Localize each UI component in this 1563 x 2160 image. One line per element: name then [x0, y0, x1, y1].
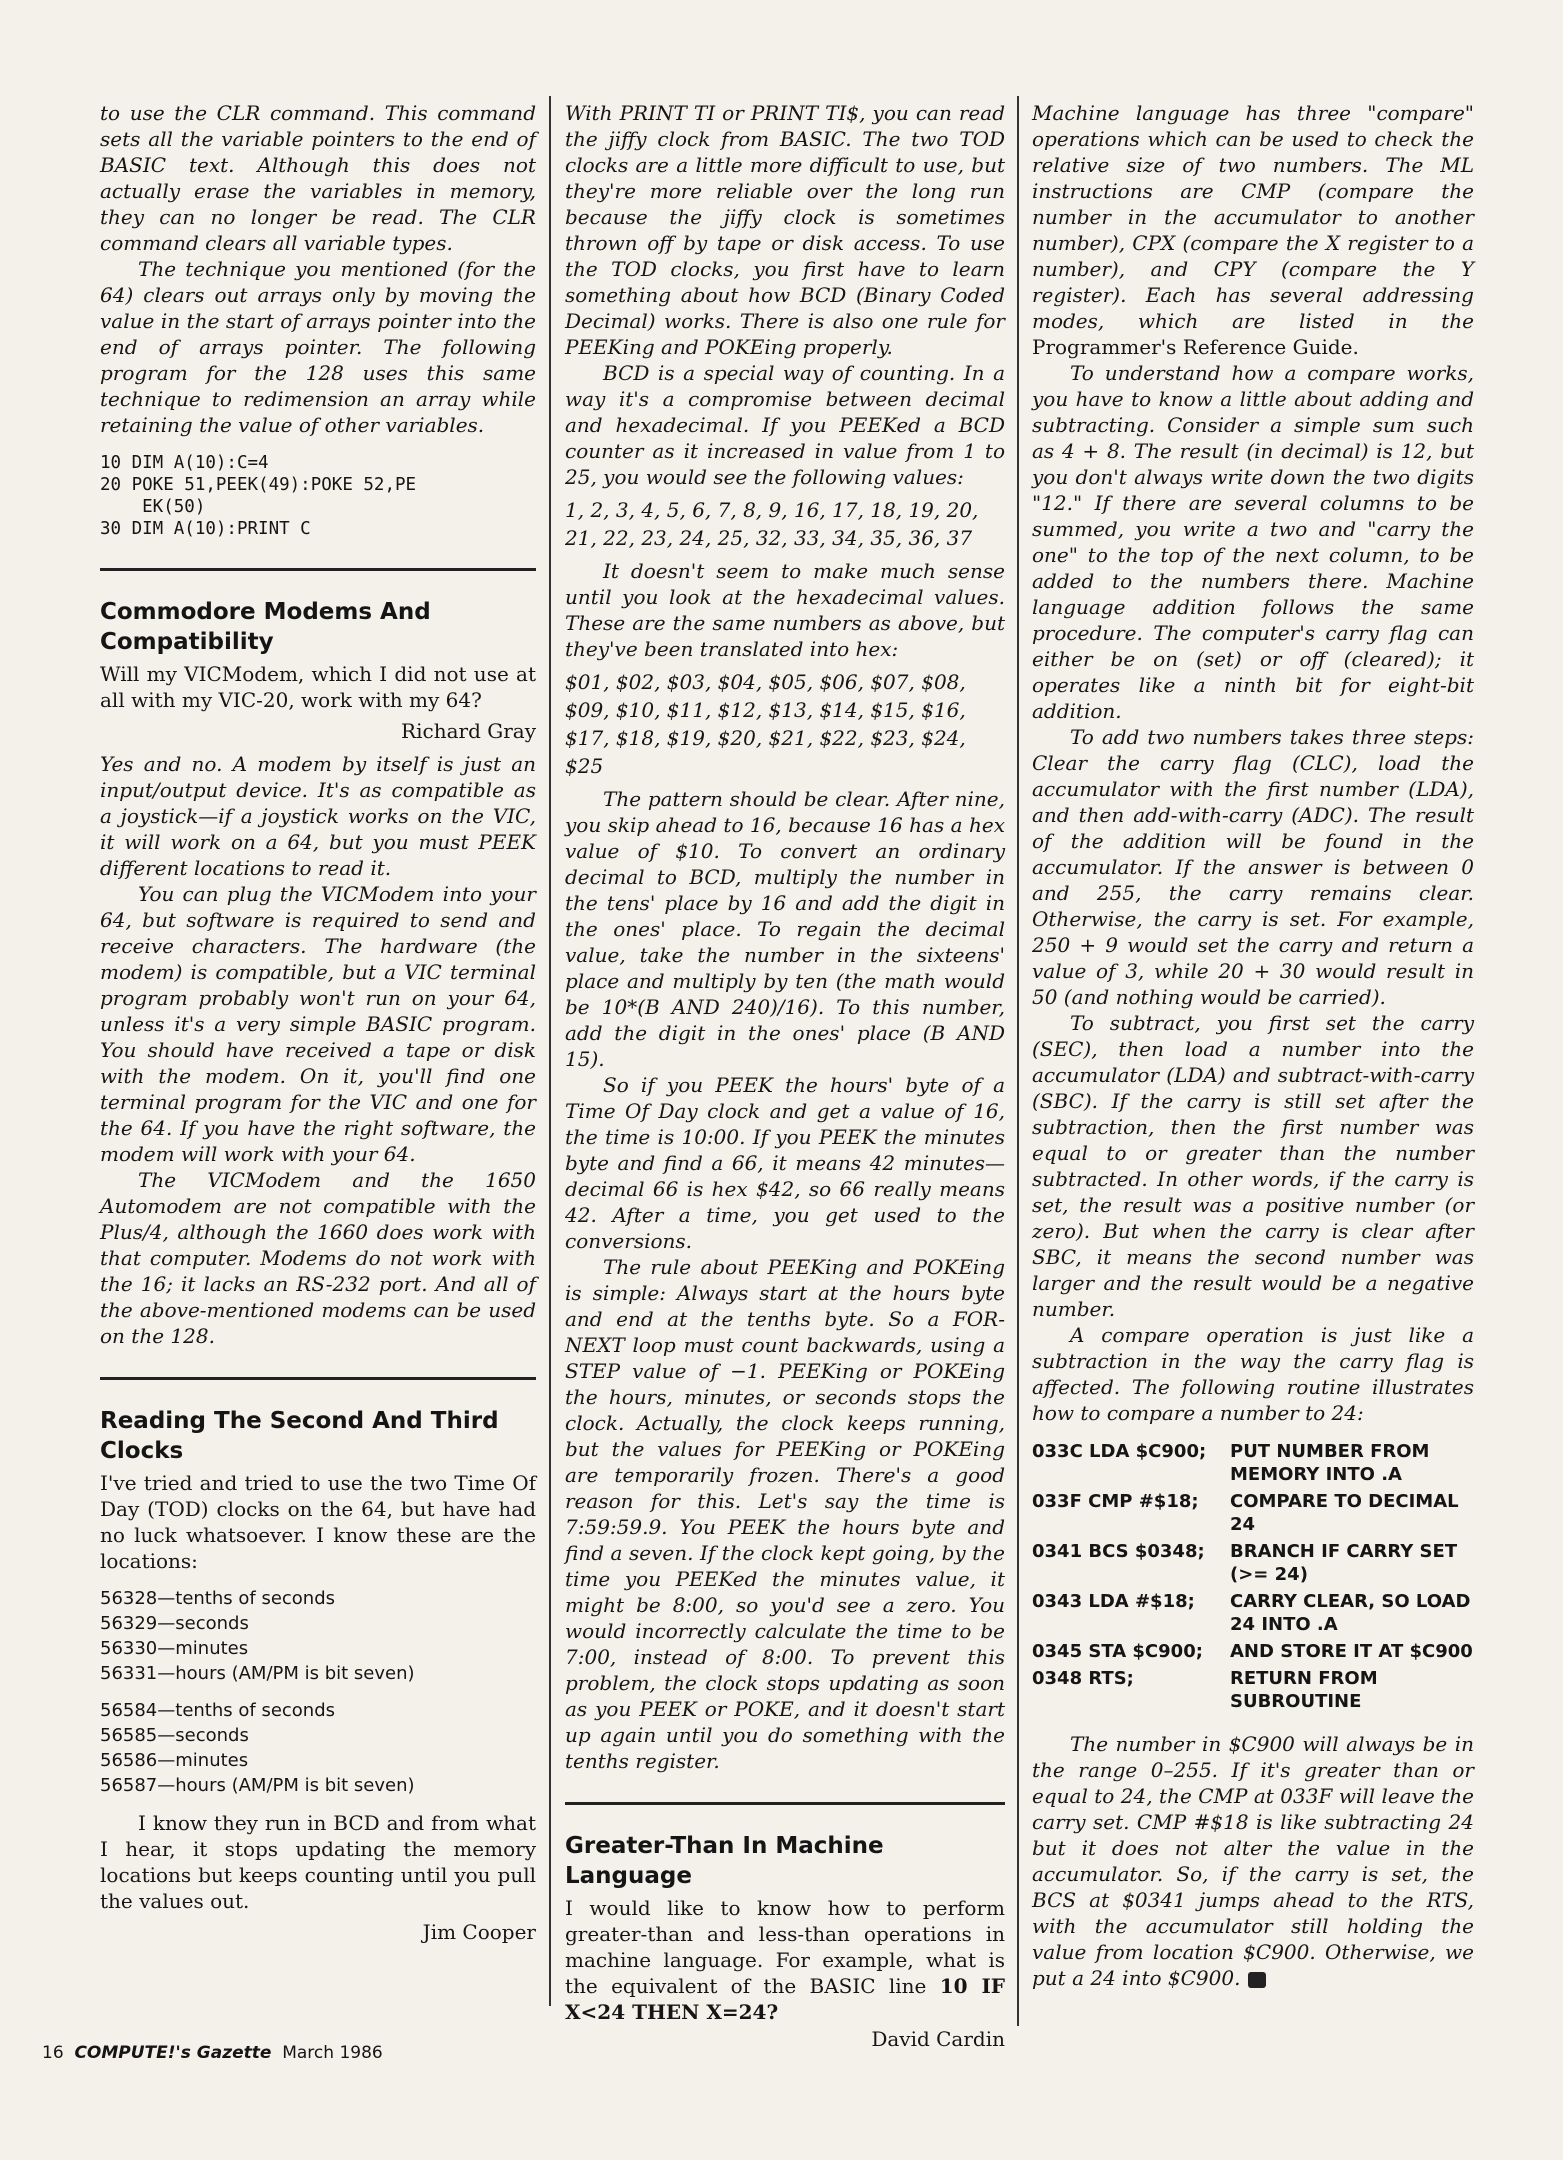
reader-question: Will my VICModem, which I did not use at all with my VIC-20, work with my 64?: [100, 662, 536, 712]
answer-paragraph: So if you PEEK the hours' byte of a Time Of Day clock and get a value of 16, the time is 10:00. If you PEEK the minutes byte and find a 66, it means 42 minutes—decimal 66 is hex $42, so 66 really means 42. After a time, you get used to the conversions.: [565, 1073, 1005, 1253]
location-item: 56328—tenths of seconds: [100, 1588, 336, 1609]
asm-comment: BRANCH IF CARRY SET (>= 24): [1230, 1541, 1458, 1585]
table-row: [1032, 1667, 1474, 1717]
page-number: 16: [42, 2043, 64, 2063]
answer-paragraph: BCD is a special way of counting. In a way it's a compromise between decimal and hexadecimal. If you PEEKed a BCD counter as it increased in value from 1 to 25, you would see the following values:: [565, 361, 1005, 489]
answer-text: The number in $C900 will always be in the range 0–255. If it's greater than or equal to 24, the CMP at 033F will leave the carry set. CMP #$18 is like subtracting 24 but it does not alter the value in the accumulator. So, if the carry is set, the BCS at $0341 jumps ahead to the RTS, with the accumulator still holding the value from location $C900. Otherwise, we put a 24 into $C900.: [1032, 1732, 1474, 1990]
end-of-article-icon: [1248, 1972, 1266, 1988]
reader-signature: Jim Cooper: [422, 1920, 536, 1944]
bcd-values-hex: $01, $02, $03, $04, $05, $06, $07, $08, $09, $10, $11, $12, $13, $14, $15, $16, $17, $18, $19, $20, $21, $22, $23, $24, $25: [565, 670, 966, 778]
asm-comment: COMPARE TO DECIMAL 24: [1230, 1491, 1459, 1535]
column-2: [565, 100, 1005, 2059]
column-divider: [549, 96, 551, 2006]
reader-question: I know they run in BCD and from what I hear, it stops updating the memory locations but keeps counting until you pull the values out.: [100, 1811, 536, 1913]
answer-paragraph: To subtract, you first set the carry (SEC), then load a number into the accumulator (LDA) and subtract-with-carry (SBC). If the carry is still set after the subtraction, then the first number was equal to or greater than the number subtracted. In other words, if the carry is set, the result was a positive number (or zero). But when the carry is clear after SBC, it means the second number was larger and the result would be a negative number.: [1032, 1011, 1474, 1321]
location-item: 56584—tenths of seconds: [100, 1700, 336, 1721]
location-item: 56585—seconds: [100, 1725, 249, 1746]
answer-paragraph: [1032, 1731, 1474, 1991]
reader-question: [565, 1895, 1005, 2025]
table-row: [1032, 1540, 1474, 1590]
table-row: [1032, 1640, 1474, 1667]
answer-paragraph: Yes and no. A modem by itself is just an input/output device. It's as compatible as a joystick—if a joystick works on the VIC, it will work on a 64, but you must PEEK different locations to read it.: [100, 752, 536, 880]
location-list-cia1: [100, 1586, 536, 1686]
section-heading-greater-than: Greater-Than In Machine Language: [565, 1833, 884, 1889]
bcd-values-decimal: 1, 2, 3, 4, 5, 6, 7, 8, 9, 16, 17, 18, 19, 20, 21, 22, 23, 24, 25, 32, 33, 34, 35, 36, 37: [565, 498, 979, 550]
table-row: [1032, 1440, 1474, 1490]
location-list-cia2: [100, 1698, 536, 1798]
asm-instruction: 0348 RTS;: [1032, 1668, 1134, 1689]
answer-paragraph: You can plug the VICModem into your 64, but software is required to send and receive characters. The hardware (the modem) is compatible, but a VIC terminal program probably won't run on your 64, unless it's a very simple BASIC program. You should have received a tape or disk with the modem. On it, you'll find one terminal program for the VIC and one for the 64. If you have the right software, the modem will work with your 64.: [100, 882, 536, 1166]
asm-instruction: 033C LDA $C900;: [1032, 1441, 1207, 1462]
asm-comment: RETURN FROM SUBROUTINE: [1230, 1668, 1378, 1712]
answer-text: Machine language has three "compare" operations which can be used to check the relative size of two numbers. The ML instructions are CMP (compare the number in the accumulator to another number), CPX (compare the X register to a number), and CPY (compare the Y register). Each has several addressing modes, which are listed in the: [1032, 101, 1474, 333]
location-item: 56330—minutes: [100, 1638, 249, 1659]
answer-paragraph: to use the CLR command. This command sets all the variable pointers to the end of BASIC text. Although this does not actually erase the variables in memory, they can no longer be read. The CLR command clears all variable types.: [100, 101, 536, 255]
answer-paragraph: To understand how a compare works, you have to know a little about adding and subtracting. Consider a simple sum such as 4 + 8. The result (in decimal) is 12, but you don't always write down the two digits "12." If there are several columns to be summed, you write a two and "carry the one" to the top of the next column, to be added to the numbers there. Machine language addition follows the same procedure. The computer's carry flag can either be on (set) or off (cleared); it operates like a ninth bit for eight-bit addition.: [1032, 361, 1474, 723]
reader-signature: Richard Gray: [401, 719, 536, 743]
column-3: [1032, 100, 1474, 1991]
answer-paragraph: [1032, 100, 1474, 360]
issue-date: March 1986: [282, 2043, 383, 2063]
asm-instruction: 0341 BCS $0348;: [1032, 1541, 1205, 1562]
answer-paragraph: With PRINT TI or PRINT TI$, you can read the jiffy clock from BASIC. The two TOD clocks are a little more difficult to use, but they're more reliable over the long run because the jiffy clock is sometimes thrown off by tape or disk access. To use the TOD clocks, you first have to learn something about how BCD (Binary Coded Decimal) works. There is also one rule for PEEKing and POKEing properly.: [565, 101, 1005, 359]
column-1: [100, 100, 536, 1952]
asm-comment: AND STORE IT AT $C900: [1230, 1641, 1473, 1662]
asm-instruction: 0343 LDA #$18;: [1032, 1591, 1195, 1612]
table-row: [1032, 1490, 1474, 1540]
section-divider: [100, 1377, 536, 1380]
location-item: 56587—hours (AM/PM is bit seven): [100, 1775, 415, 1796]
magazine-name: COMPUTE!'s Gazette: [74, 2043, 272, 2063]
location-item: 56329—seconds: [100, 1613, 249, 1634]
answer-paragraph: A compare operation is just like a subtraction in the way the carry flag is affected. The following routine illustrates how to compare a number to 24:: [1032, 1323, 1474, 1425]
column-divider: [1017, 96, 1019, 2026]
answer-paragraph: The technique you mentioned (for the 64) clears out arrays only by moving the value in the start of arrays pointer into the end of arrays pointer. The following program for the 128 uses this same technique to redimension an array while retaining the value of other variables.: [100, 257, 536, 437]
book-reference: Programmer's Reference Guide.: [1032, 335, 1359, 359]
table-row: [1032, 1590, 1474, 1640]
reader-signature: David Cardin: [871, 2027, 1005, 2051]
answer-paragraph: The VICModem and the 1650 Automodem are not compatible with the Plus/4, although the 1660 does work with that computer. Modems do not work with the 16; it lacks an RS-232 port. And all of the above-mentioned modems can be used on the 128.: [100, 1168, 536, 1348]
assembly-listing: [1032, 1440, 1474, 1717]
reader-question: I've tried and tried to use the two Time Of Day (TOD) clocks on the 64, but have had no luck whatsoever. I know these are the locations:: [100, 1471, 536, 1573]
section-divider: [565, 1802, 1005, 1805]
basic-line: 10 IF X<24 THEN X=24?: [565, 1974, 1005, 2024]
answer-paragraph: It doesn't seem to make much sense until you look at the hexadecimal values. These are the same numbers as above, but they've been translated into hex:: [565, 559, 1005, 661]
asm-instruction: 0345 STA $C900;: [1032, 1641, 1203, 1662]
page-footer: [42, 2043, 383, 2063]
asm-instruction: 033F CMP #$18;: [1032, 1491, 1199, 1512]
answer-paragraph: The pattern should be clear. After nine, you skip ahead to 16, because 16 has a hex value of $10. To convert an ordinary decimal to BCD, multiply the number in the tens' place by 16 and add the digit in the ones' place. To regain the decimal value, take the number in the sixteens' place and multiply by ten (the math would be 10*(B AND 240)/16). To this number, add the digit in the ones' place (B AND 15).: [565, 787, 1005, 1071]
section-divider: [100, 568, 536, 571]
asm-comment: PUT NUMBER FROM MEMORY INTO .A: [1230, 1441, 1430, 1485]
basic-code-listing: 10 DIM A(10):C=4 20 POKE 51,PEEK(49):POKE 52,PE EK(50) 30 DIM A(10):PRINT C: [100, 453, 417, 539]
section-heading-modems: Commodore Modems And Compatibility: [100, 599, 431, 655]
location-item: 56586—minutes: [100, 1750, 249, 1771]
asm-comment: CARRY CLEAR, SO LOAD 24 INTO .A: [1230, 1591, 1471, 1635]
answer-paragraph: To add two numbers takes three steps: Clear the carry flag (CLC), load the accumulator with the first number (LDA), and then add-with-carry (ADC). The result of the addition will be found in the accumulator. If the answer is between 0 and 255, the carry remains clear. Otherwise, the carry is set. For example, 250 + 9 would set the carry and return a value of 3, while 20 + 30 would result in 50 (and nothing would be carried).: [1032, 725, 1474, 1009]
location-item: 56331—hours (AM/PM is bit seven): [100, 1663, 415, 1684]
answer-paragraph: The rule about PEEKing and POKEing is simple: Always start at the hours byte and end at the tenths byte. So a FOR-NEXT loop must count backwards, using a STEP value of −1. PEEKing or POKEing the hours, minutes, or seconds stops the clock. Actually, the clock keeps running, but the values for PEEKing or POKEing are temporarily frozen. There's a good reason for this. Let's say the time is 7:59:59.9. You PEEK the hours byte and find a seven. If the clock kept going, by the time you PEEKed the minutes value, it might be 8:00, so you'd see a zero. You would incorrectly calculate the time to be 7:00, instead of 8:00. To prevent this problem, the clock stops updating as soon as you PEEK or POKE, and it doesn't start up again until you do something with the tenths register.: [565, 1255, 1005, 1773]
section-heading-clocks: Reading The Second And Third Clocks: [100, 1408, 499, 1464]
question-text: I would like to know how to perform greater-than and less-than operations in machine language. For example, what is the equivalent of the BASIC line: [565, 1896, 1005, 1998]
